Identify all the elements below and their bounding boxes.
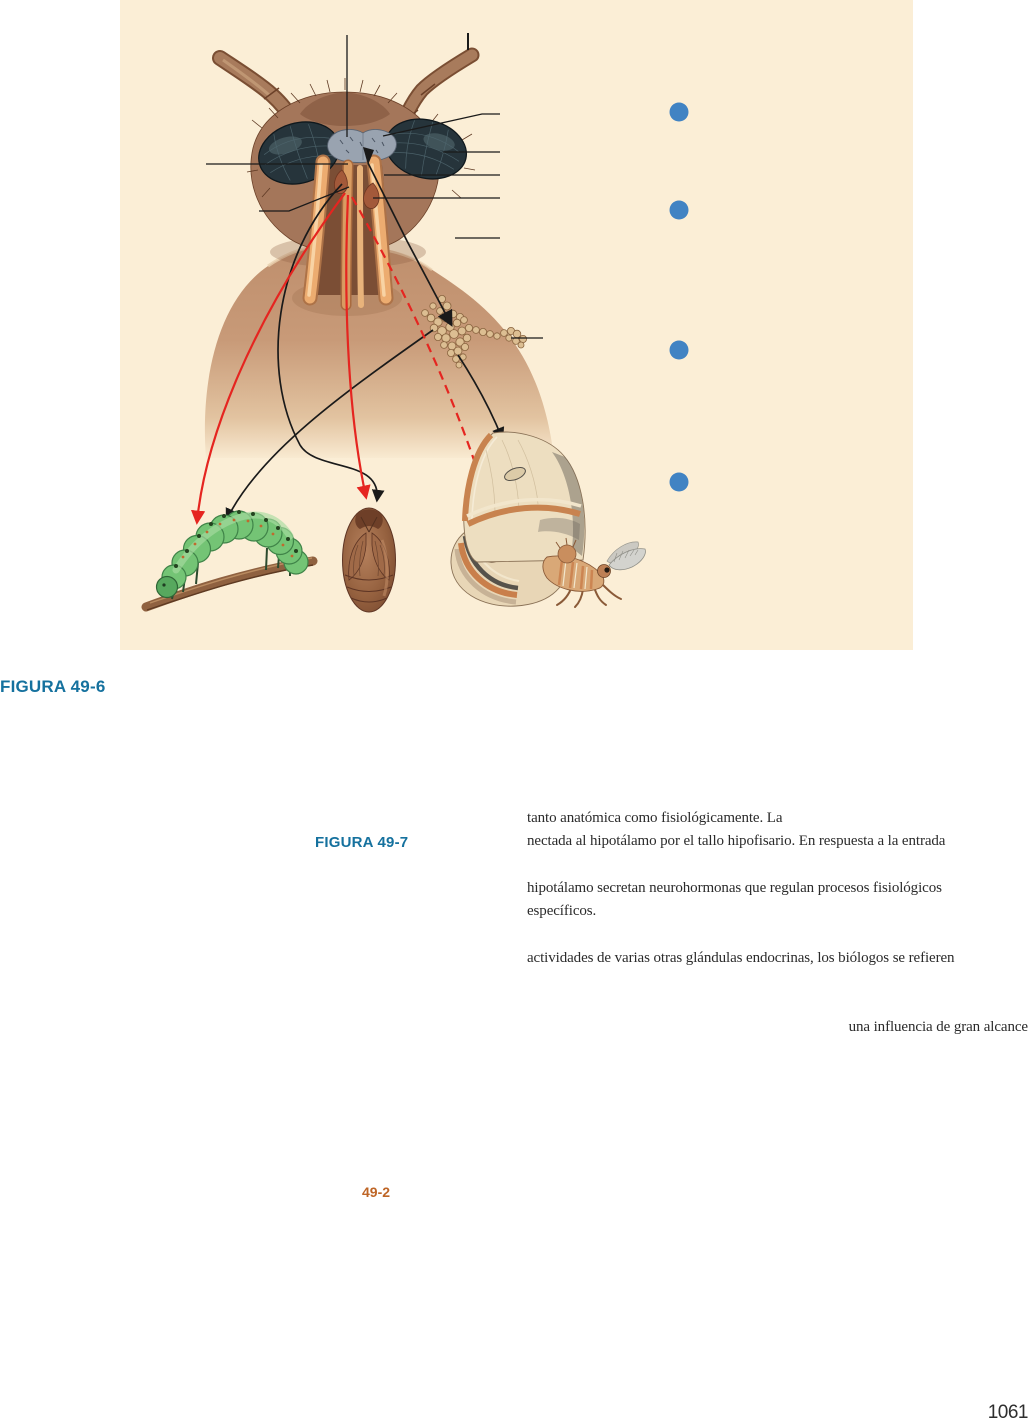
section-reference: 49-2	[362, 1184, 391, 1200]
moth-antenna-icon	[607, 542, 645, 570]
figure-49-6-panel	[120, 0, 913, 650]
figure-caption-49-7: FIGURA 49-7	[315, 834, 409, 851]
caterpillar-illustration	[146, 510, 313, 610]
page-number: 1061	[987, 1402, 1028, 1423]
bullet-dot	[670, 473, 689, 492]
moth-illustration	[451, 432, 645, 607]
pupa-illustration	[343, 508, 396, 612]
figure-caption-49-6: FIGURA 49-6	[0, 677, 106, 696]
bullet-list	[670, 103, 689, 492]
body-text-line: tanto anatómica como fisiológicamente. La	[527, 810, 783, 826]
bullet-dot	[670, 341, 689, 360]
bullet-dot	[670, 103, 689, 122]
brain-illustration	[328, 130, 397, 163]
body-text-line: actividades de varias otras glándulas endocrinas, los biólogos se refieren	[527, 950, 955, 966]
body-text-line: una influencia de gran alcance	[848, 1019, 1028, 1035]
bullet-dot	[670, 201, 689, 220]
body-text-line: específicos.	[527, 903, 597, 919]
figure-illustration	[120, 0, 913, 650]
body-text-line: hipotálamo secretan neurohormonas que regulan procesos fisiológicos	[527, 880, 942, 896]
body-text-line: nectada al hipotálamo por el tallo hipofisario. En respuesta a la entrada	[527, 833, 946, 849]
